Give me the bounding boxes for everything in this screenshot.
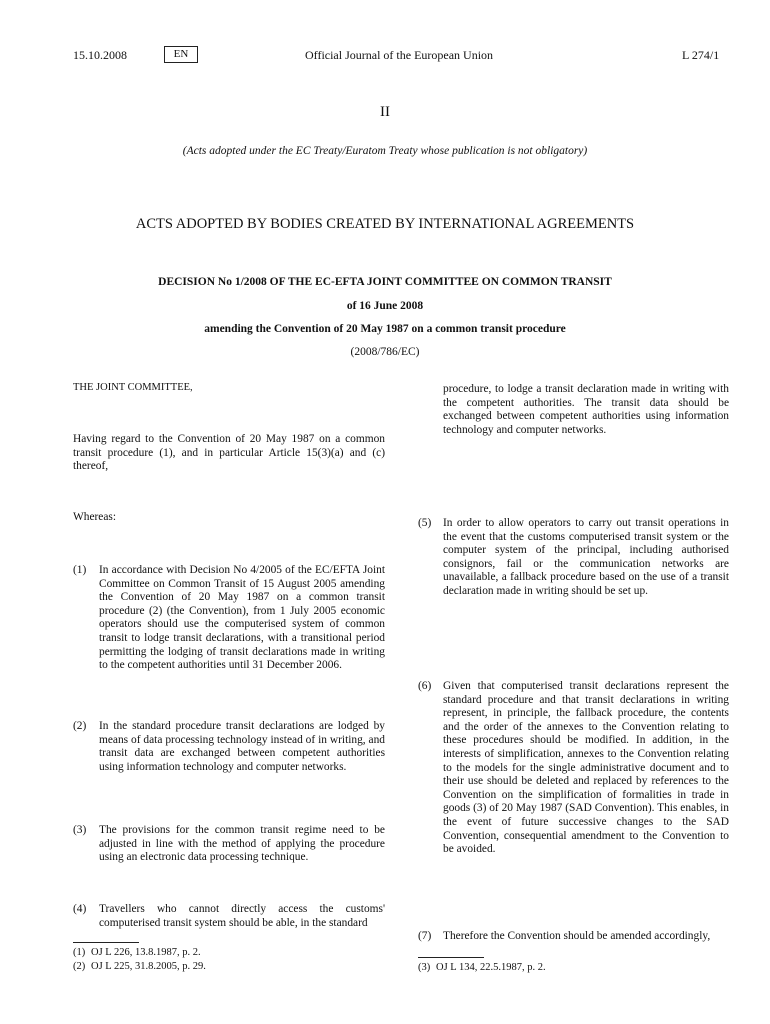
decision-date: of 16 June 2008 bbox=[346, 300, 424, 312]
footnote-number: (1) bbox=[73, 947, 86, 958]
recital-2-text: In the standard procedure transit declarations are lodged by means of data processing technology instead of in writing, and transit data are exchanged between competent authorities using information technology and computer networks. bbox=[99, 720, 385, 773]
recital-5-text: In order to allow operators to carry out transit operations in the event that the customs computerised transit system or the computer system of the principal, including authorised consignors, fail or the communication networks are unavailable, a fallback procedure based on the use of a transit declaration made in writing should be set up. bbox=[443, 517, 729, 597]
footnote-separator bbox=[418, 957, 484, 958]
journal-title: Official Journal of the European Union bbox=[305, 48, 494, 62]
acts-note: (Acts adopted under the EC Treaty/Euratom Treaty whose publication is not obligatory) bbox=[182, 145, 588, 157]
joint-committee-heading: THE JOINT COMMITTEE, bbox=[73, 382, 193, 393]
decision-subject: amending the Convention of 20 May 1987 on a common transit procedure bbox=[204, 323, 566, 335]
page-reference: L 274/1 bbox=[682, 48, 720, 62]
decision-code: (2008/786/EC) bbox=[350, 346, 420, 358]
recital-number: (4) bbox=[73, 903, 87, 915]
recital-number: (5) bbox=[418, 517, 432, 529]
section-numeral: II bbox=[380, 104, 390, 120]
language-badge: EN bbox=[164, 46, 198, 63]
recital-number: (1) bbox=[73, 564, 87, 576]
footnote-1: OJ L 226, 13.8.1987, p. 2. bbox=[91, 947, 201, 958]
recital-3-text: The provisions for the common transit regime need to be adjusted in line with the method of applying the procedure using an electronic data processing technique. bbox=[99, 824, 385, 864]
footnote-number: (2) bbox=[73, 961, 86, 972]
recital-number: (2) bbox=[73, 720, 87, 732]
main-heading: ACTS ADOPTED BY BODIES CREATED BY INTERNATIONAL AGREEMENTS bbox=[135, 216, 635, 232]
footnote-separator bbox=[73, 942, 139, 943]
footnote-number: (3) bbox=[418, 962, 431, 973]
recital-1-text: In accordance with Decision No 4/2005 of the EC/EFTA Joint Committee on Common Transit of 15 August 2005 amending the Convention of 20 May 1987 on a common transit procedure (2) (the Convention), from 1 July 2005 economic operators should use the computerised system of common transit to lodge transit declarations, with a transitional period permitting the lodging of transit declarations made in writing to the competent authorities until 31 December 2006. bbox=[99, 564, 385, 672]
having-regard-paragraph: Having regard to the Convention of 20 May 1987 on a common transit procedure (1), and in particular Article 15(3)(a) and (c) thereof, bbox=[73, 433, 385, 473]
recital-4-continuation: procedure, to lodge a transit declaration made in writing with the competent authorities. The transit data should be exchanged between competent authorities using information technology and computer networks. bbox=[443, 383, 729, 436]
recital-number: (7) bbox=[418, 930, 432, 942]
footnote-2: OJ L 225, 31.8.2005, p. 29. bbox=[91, 961, 206, 972]
recital-4-text: Travellers who cannot directly access the customs' computerised transit system should be able, in the standard bbox=[99, 903, 385, 929]
publication-date: 15.10.2008 bbox=[73, 48, 127, 62]
footnote-3: OJ L 134, 22.5.1987, p. 2. bbox=[436, 962, 546, 973]
recital-number: (3) bbox=[73, 824, 87, 836]
recital-6-text: Given that computerised transit declarations represent the standard procedure and that transit declarations in writing represent, in principle, the fallback procedure, the contents and the order of the annexes to the Convention relating to these procedures should be modified. In addition, in the interests of simplification, annexes to the Convention relating to the models for the single administrative document and to their use should be deleted and replaced by references to the Convention on the simplification of formalities in trade in goods (3) of 20 May 1987 (SAD Convention). This enables, in the event of future successive changes to the SAD Convention, consequential amendment to the Convention to be avoided. bbox=[443, 680, 729, 856]
decision-title: DECISION No 1/2008 OF THE EC-EFTA JOINT COMMITTEE ON COMMON TRANSIT bbox=[158, 276, 612, 288]
whereas-label: Whereas: bbox=[73, 511, 117, 523]
recital-number: (6) bbox=[418, 680, 432, 692]
recital-7-text: Therefore the Convention should be amended accordingly, bbox=[443, 930, 711, 942]
